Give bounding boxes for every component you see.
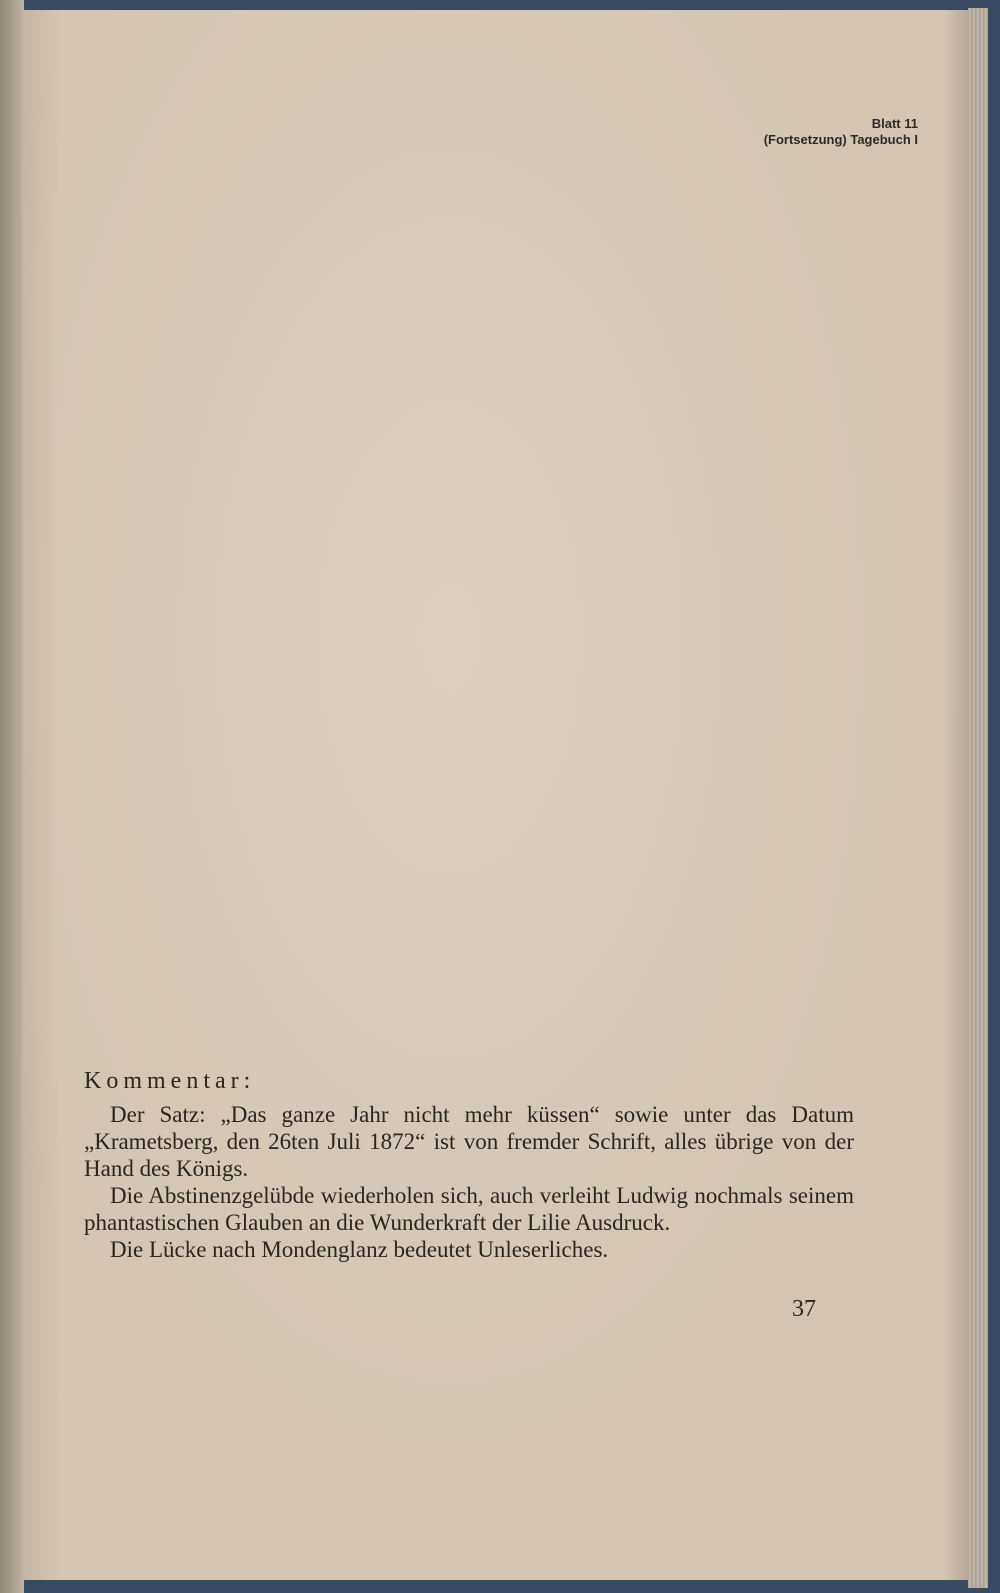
- page-stack-edge: [968, 8, 988, 1588]
- commentary-heading: Kommentar:: [84, 1068, 256, 1094]
- commentary-paragraph: Der Satz: „Das ganze Jahr nicht mehr küssen“ sowie unter das Datum „Krametsberg, den 26ten Juli 1872“ ist von fremder Schrift, alles übrige von der Hand des Königs.: [84, 1102, 854, 1181]
- header-sheet-label: Blatt 11: [871, 116, 918, 131]
- page-number: 37: [792, 1296, 816, 1322]
- page-header: [764, 116, 918, 148]
- commentary-paragraph: Die Lücke nach Mondenglanz bedeutet Unleserliches.: [110, 1237, 609, 1262]
- commentary-section: [84, 1068, 854, 1263]
- book-page: [22, 10, 972, 1580]
- header-continuation-label: (Fortsetzung) Tagebuch I: [763, 132, 918, 147]
- book-binding-edge: [0, 0, 24, 1593]
- commentary-paragraph: Die Abstinenzgelübde wiederholen sich, auch verleiht Ludwig nochmals seinem phantastischen Glauben an die Wunderkraft der Lilie Ausdruck.: [84, 1183, 854, 1235]
